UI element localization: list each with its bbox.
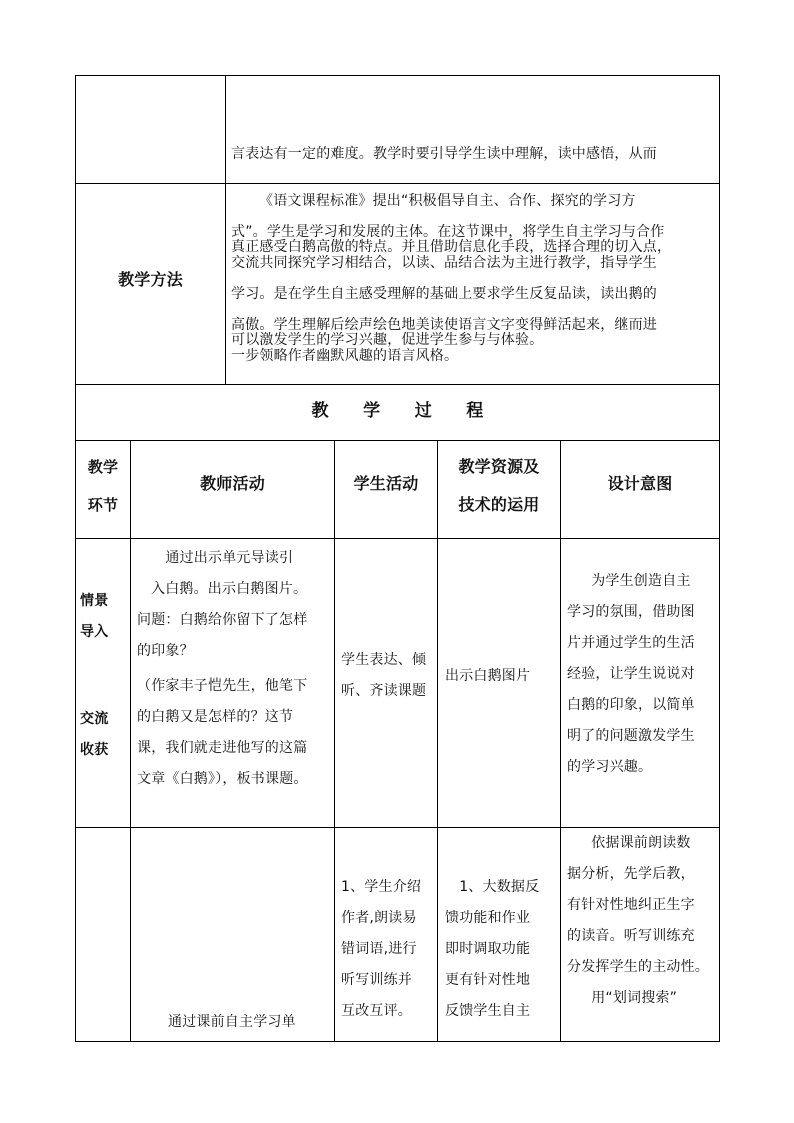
text-line: 1、学生介绍 <box>341 879 422 895</box>
text-line: 白鹅的印象，以简单 <box>567 697 695 713</box>
process-title: 教 学 过 程 <box>311 401 484 421</box>
text-line: 的印象？ <box>137 643 194 659</box>
text-line: 问题：白鹅给你留下了怎样 <box>137 612 308 628</box>
header-stage-line: 环节 <box>87 496 119 514</box>
text-line: 反馈学生自主 <box>445 1003 531 1019</box>
text-line: 用“划词搜索” <box>577 990 678 1006</box>
text-line: 学习的氛围，借助图 <box>567 604 695 620</box>
text-line: 的读音。听写训练充 <box>567 928 695 944</box>
text-line: 片并通过学生的生活 <box>567 635 695 651</box>
stage-line: 收获 <box>80 742 109 758</box>
teaching-method-label: 教学方法 <box>118 270 183 289</box>
stage-line: 情景 <box>80 593 109 609</box>
header-stage-line: 教学 <box>87 458 119 476</box>
text-line: 交流共同探究学习相结合，以读、品结合法为主进行教学，指导学生 <box>231 255 657 271</box>
table-rule <box>130 440 131 1041</box>
table-rule <box>334 440 335 1041</box>
table-rule <box>437 440 438 1041</box>
text-line: 入白鹅。出示白鹅图片。 <box>151 581 308 597</box>
header-stage <box>76 448 130 524</box>
text-line: 作者,朗读易 <box>341 910 417 926</box>
text-line: 有针对性地纠正生字 <box>567 897 695 913</box>
text-line: 文章《白鹅》），板书课题。 <box>137 771 308 787</box>
header-resources <box>438 448 560 524</box>
text-line: 互改互评。 <box>341 1003 412 1019</box>
text-line: 明了的问题激发学生 <box>567 728 695 744</box>
text-line: 错词语,进行 <box>341 941 417 957</box>
text-line: 分发挥学生的主动性。 <box>567 959 709 975</box>
stage-label <box>80 586 128 648</box>
text-line: 的白鹅又是怎样的？这节 <box>137 709 294 725</box>
text-line: 据分析，先学后教， <box>567 866 695 882</box>
text-line: 《语文课程标准》提出“积极倡导自主、合作、探究的学习方 <box>259 193 636 209</box>
stage-label <box>80 704 128 766</box>
text-line: 课，我们就走进他写的这篇 <box>137 740 308 756</box>
text-line: 学习。是在学生自主感受理解的基础上要求学生反复品读，读出鹅的 <box>231 286 657 302</box>
header-resources-line: 技术的运用 <box>458 495 540 514</box>
text-line: 依据课前朗读数 <box>577 835 691 851</box>
student-activity-cell <box>341 645 435 707</box>
text-line: 学生表达、倾 <box>341 652 427 668</box>
teaching-method-text <box>231 186 717 372</box>
text-line: 听、齐读课题 <box>341 683 427 699</box>
teacher-activity-cell: 通过课前自主学习单 <box>168 1014 296 1030</box>
table-rule <box>75 75 720 76</box>
design-intent-cell <box>567 566 717 783</box>
text-line: 真正感受白鹅高傲的特点。并且借助信息化手段，选择合理的切入点， <box>231 239 672 255</box>
resource-cell <box>445 872 559 1027</box>
text-line: 通过出示单元导读引 <box>137 550 294 566</box>
table-rule <box>75 75 76 1042</box>
text-line: 可以激发学生的学习兴趣，促进学生参与与体验。 <box>231 332 544 348</box>
text-line: 经验，让学生说说对 <box>567 666 695 682</box>
text-line: （作家丰子恺先生，他笔下 <box>137 678 308 694</box>
header-resources-line: 教学资源及 <box>458 457 540 476</box>
table-rule <box>225 75 226 384</box>
header-student-activity: 学生活动 <box>353 474 419 493</box>
table-rule <box>560 440 561 1041</box>
table-rule <box>75 440 720 441</box>
table-rule <box>75 1041 720 1042</box>
design-intent-cell <box>567 828 717 1014</box>
header-teacher-activity: 教师活动 <box>200 474 265 493</box>
text-line: 听写训练并 <box>341 972 412 988</box>
text-line: 即时调取功能 <box>445 941 531 957</box>
resource-cell: 出示白鹅图片 <box>445 668 531 684</box>
text-line: 馈功能和作业 <box>445 910 531 926</box>
text-line: 更有针对性地 <box>445 972 531 988</box>
student-activity-cell <box>341 872 435 1027</box>
text-line: 的学习兴趣。 <box>567 759 653 775</box>
text-line: 1、大数据反 <box>445 879 540 895</box>
table-rule <box>75 538 720 539</box>
text-line: 高傲。学生理解后绘声绘色地美读使语言文字变得鲜活起来，继而进 <box>231 317 657 333</box>
stage-line: 交流 <box>80 711 109 727</box>
teacher-activity-cell <box>137 543 333 795</box>
header-design-intent: 设计意图 <box>607 474 673 493</box>
text-line: 言表达有一定的难度。教学时要引导学生读中理解，读中感悟，从而 <box>231 146 657 162</box>
text-line: 为学生创造自主 <box>577 573 691 589</box>
stage-line: 导入 <box>80 624 109 640</box>
text-line: 式”。学生是学习和发展的主体。在这节课中，将学生自主学习与合作 <box>231 224 665 240</box>
text-line: 一步领略作者幽默风趣的语言风格。 <box>231 348 459 364</box>
table-rule <box>719 75 720 1042</box>
